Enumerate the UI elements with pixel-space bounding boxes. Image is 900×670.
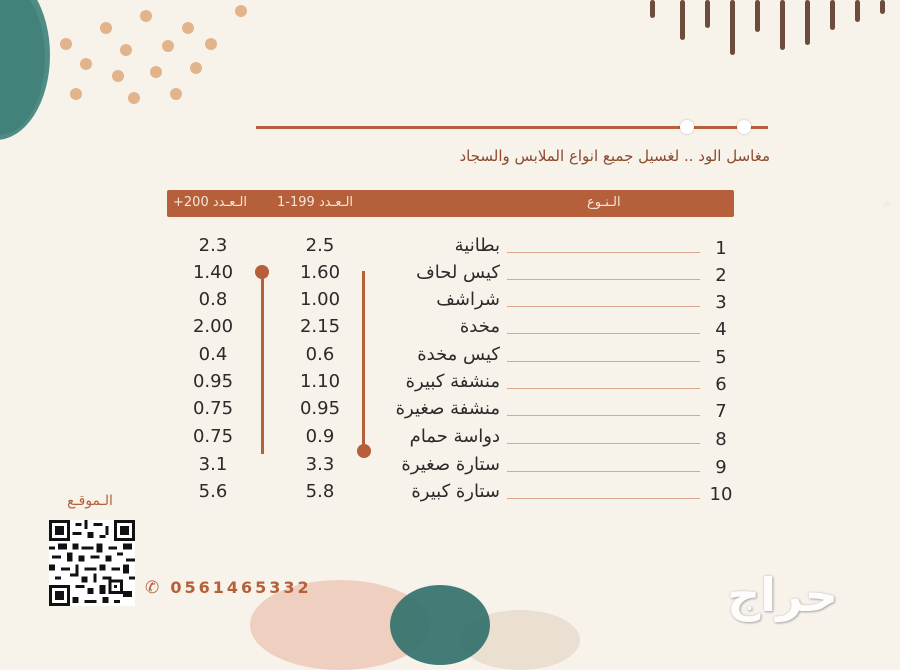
- price-1-199: 1.10: [299, 371, 341, 392]
- row-line: [507, 361, 700, 362]
- price-200-plus: 1.40: [192, 262, 234, 283]
- row-line: [507, 415, 700, 416]
- header-count-200-plus: الـعـدد 200+: [173, 195, 247, 210]
- item-name: دواسة حمام: [409, 426, 500, 447]
- row-number: 6: [715, 374, 727, 395]
- table-row: [0, 481, 900, 508]
- price-1-199: 0.9: [305, 426, 335, 447]
- price-1-199: 2.5: [305, 235, 335, 256]
- watermark-logo: حراج: [727, 568, 838, 622]
- table-row: [0, 262, 900, 289]
- price-200-plus: 0.75: [192, 398, 234, 419]
- item-name: كيس مخدة: [417, 344, 500, 365]
- price-200-plus: 2.3: [198, 235, 228, 256]
- row-line: [507, 279, 700, 280]
- price-1-199: 1.00: [299, 289, 341, 310]
- price-200-plus: 3.1: [198, 454, 228, 475]
- item-name: ستارة صغيرة: [401, 454, 500, 475]
- page-subtitle: مغاسل الود .. لغسيل جميع انواع الملابس والسجاد: [459, 147, 770, 165]
- row-line: [507, 388, 700, 389]
- row-number: 1: [715, 238, 727, 259]
- qr-code-icon[interactable]: [49, 520, 135, 606]
- header-count-1-199: الـعـدد 199-1: [277, 195, 354, 210]
- price-200-plus: 0.95: [192, 371, 234, 392]
- row-number: 10: [709, 484, 733, 505]
- row-number: 5: [715, 347, 727, 368]
- item-name: منشفة صغيرة: [395, 398, 500, 419]
- price-1-199: 0.6: [305, 344, 335, 365]
- table-row: [0, 235, 900, 262]
- phone-icon: ✆: [145, 577, 160, 598]
- row-number: 9: [715, 457, 727, 478]
- row-number: 4: [715, 319, 727, 340]
- row-number: 3: [715, 292, 727, 313]
- row-line: [507, 252, 700, 253]
- price-1-199: 3.3: [305, 454, 335, 475]
- item-name: منشفة كبيرة: [405, 371, 500, 392]
- phone-number[interactable]: 0561465332: [170, 578, 312, 597]
- row-line: [507, 306, 700, 307]
- price-200-plus: 5.6: [198, 481, 228, 502]
- phone-contact[interactable]: [145, 577, 312, 599]
- table-row: [0, 398, 900, 425]
- row-number: 8: [715, 429, 727, 450]
- table-row: [0, 426, 900, 453]
- price-1-199: 5.8: [305, 481, 335, 502]
- table-row: [0, 371, 900, 398]
- item-name: مخدة: [459, 316, 500, 337]
- item-name: كيس لحاف: [416, 262, 500, 283]
- price-200-plus: 0.8: [198, 289, 228, 310]
- item-name: شراشف: [436, 289, 500, 310]
- price-200-plus: 0.4: [198, 344, 228, 365]
- price-1-199: 0.95: [299, 398, 341, 419]
- table-row: [0, 344, 900, 371]
- row-number: 7: [715, 401, 727, 422]
- price-200-plus: 2.00: [192, 316, 234, 337]
- table-row: [0, 316, 900, 343]
- price-1-199: 1.60: [299, 262, 341, 283]
- item-name: بطانية: [454, 235, 500, 256]
- price-200-plus: 0.75: [192, 426, 234, 447]
- row-line: [507, 443, 700, 444]
- header-index: م: [883, 195, 892, 210]
- location-label: الـموقـع: [67, 493, 113, 509]
- header-type: الـنـوع: [587, 195, 621, 210]
- table-row: [0, 289, 900, 316]
- row-line: [507, 471, 700, 472]
- row-line: [507, 333, 700, 334]
- row-line: [507, 498, 700, 499]
- price-1-199: 2.15: [299, 316, 341, 337]
- table-row: [0, 454, 900, 481]
- row-number: 2: [715, 265, 727, 286]
- item-name: ستارة كبيرة: [411, 481, 500, 502]
